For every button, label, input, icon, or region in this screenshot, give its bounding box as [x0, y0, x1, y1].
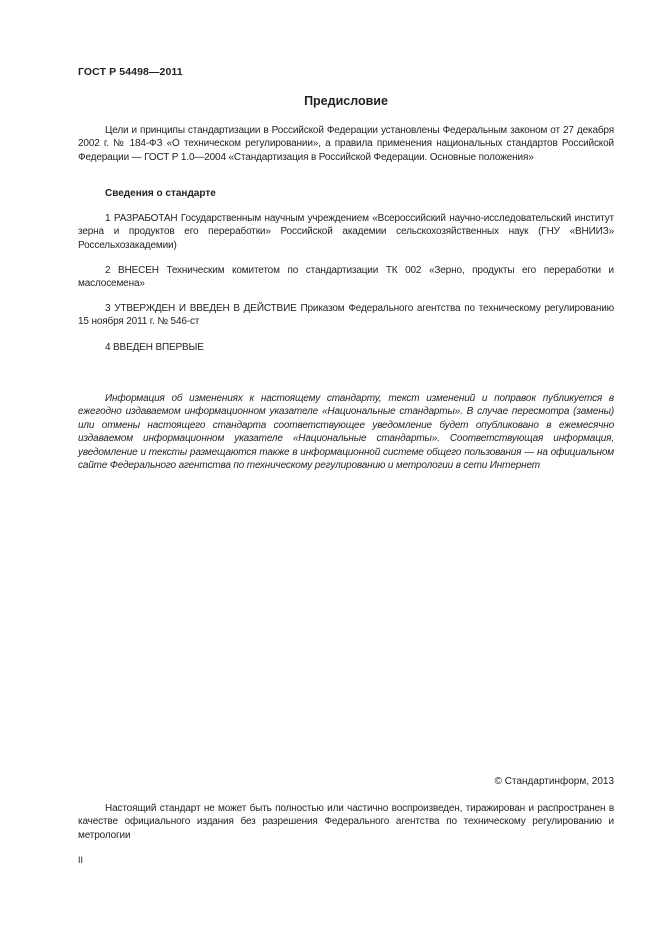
copyright-notice: © Стандартинформ, 2013	[494, 776, 614, 787]
changes-info-paragraph: Информация об изменениях к настоящему стандарту, текст изменений и поправок публикуется в ежегодно издаваемом информационном указателе «Национальные стандарты». В случае пересмотра (замены) или отмены настоящего стандарта соответствующее уведомление будет опубликовано в ежемесячно издаваемом информационном указателе «Национальные стандарты». Соответствующая информация, уведомление и тексты размещаются также в информационной системе общего пользования — на официальном сайте Федерального агентства по техническому регулированию и метрологии в сети Интернет	[78, 393, 614, 472]
standard-info-item-2: 2 ВНЕСЕН Техническим комитетом по стандартизации ТК 002 «Зерно, продукты его переработки и маслосемена»	[78, 265, 614, 290]
standard-info-heading: Сведения о стандарте	[105, 188, 216, 199]
intro-paragraph: Цели и принципы стандартизации в Российской Федерации установлены Федеральным законом от 27 декабря 2002 г. № 184-ФЗ «О техническом регулировании», а правила применения национальных стандартов Российской Федерации — ГОСТ Р 1.0—2004 «Стандартизация в Российской Федерации. Основные положения»	[78, 125, 614, 163]
reproduction-notice: Настоящий стандарт не может быть полностью или частично воспроизведен, тиражирован и распространен в качестве официального издания без разрешения Федерального агентства по техническому регулированию и метрологии	[78, 803, 614, 841]
page-number: II	[78, 855, 84, 865]
standard-info-item-4: 4 ВВЕДЕН ВПЕРВЫЕ	[105, 342, 204, 353]
document-code: ГОСТ Р 54498—2011	[78, 66, 183, 78]
standard-info-item-3: 3 УТВЕРЖДЕН И ВВЕДЕН В ДЕЙСТВИЕ Приказом Федерального агентства по техническому регулированию 15 ноября 2011 г. № 546-ст	[78, 303, 614, 328]
standard-info-item-1: 1 РАЗРАБОТАН Государственным научным учреждением «Всероссийский научно-исследовательский институт зерна и продуктов его переработки» Российской академии сельскохозяйственных наук (ГНУ «ВНИИЗ» Россельхозакадемии)	[78, 213, 614, 251]
page-title: Предисловие	[304, 94, 388, 108]
